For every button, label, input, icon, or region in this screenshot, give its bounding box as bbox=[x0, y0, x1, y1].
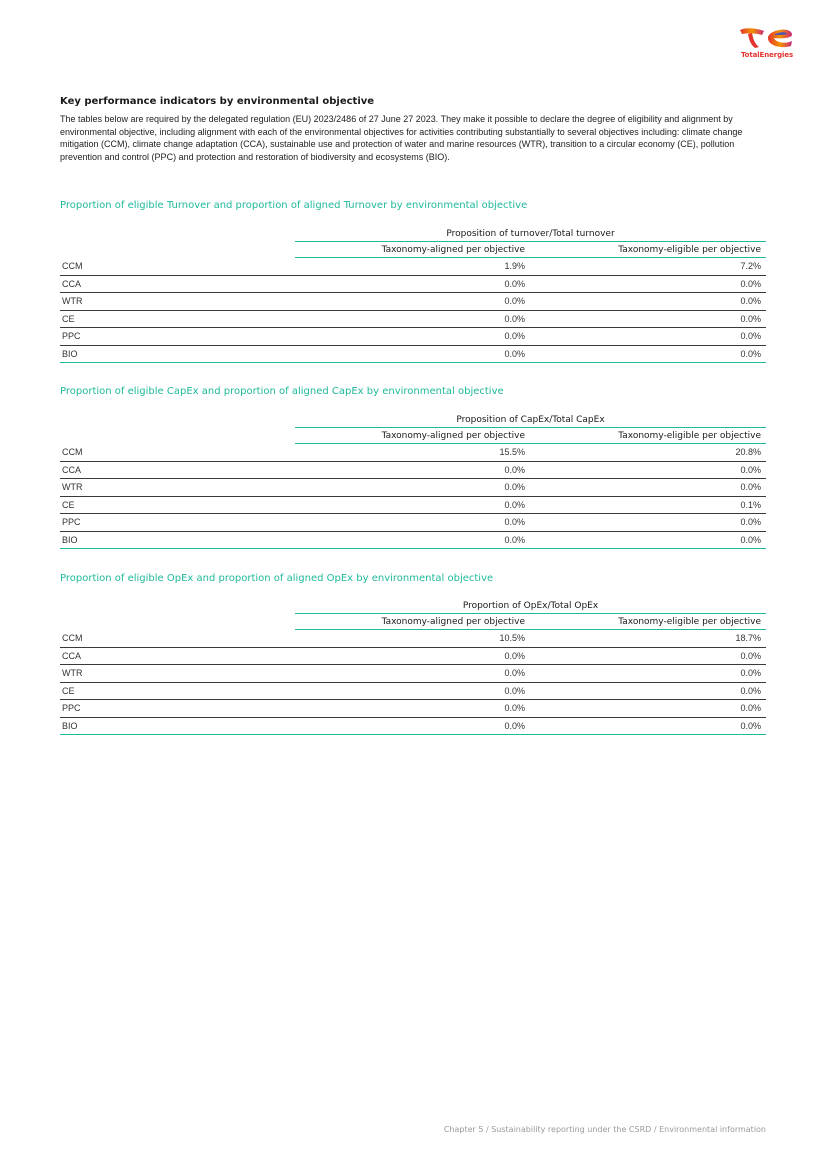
aligned-value: 10.5% bbox=[295, 630, 530, 648]
turnover-section-title: Proportion of eligible Turnover and proportion of aligned Turnover by environmental objective bbox=[60, 200, 528, 211]
column-header-aligned: Taxonomy-aligned per objective bbox=[295, 614, 530, 630]
aligned-value: 0.0% bbox=[295, 665, 530, 683]
eligible-value: 18.7% bbox=[530, 630, 766, 648]
table-row bbox=[60, 682, 766, 700]
eligible-value: 0.1% bbox=[530, 496, 766, 514]
table-row bbox=[60, 479, 766, 497]
column-header-eligible: Taxonomy-eligible per objective bbox=[530, 614, 766, 630]
intro-block bbox=[60, 96, 766, 163]
eligible-value: 0.0% bbox=[530, 328, 766, 346]
table-row bbox=[60, 647, 766, 665]
aligned-value: 15.5% bbox=[295, 444, 530, 462]
table-row bbox=[60, 328, 766, 346]
table-row bbox=[60, 496, 766, 514]
eligible-value: 0.0% bbox=[530, 275, 766, 293]
aligned-value: 0.0% bbox=[295, 293, 530, 311]
aligned-value: 0.0% bbox=[295, 496, 530, 514]
table-row bbox=[60, 514, 766, 532]
aligned-value: 0.0% bbox=[295, 479, 530, 497]
eligible-value: 0.0% bbox=[530, 345, 766, 363]
aligned-value: 0.0% bbox=[295, 310, 530, 328]
aligned-value: 0.0% bbox=[295, 700, 530, 718]
column-header-aligned: Taxonomy-aligned per objective bbox=[295, 242, 530, 258]
table-group-header: Proposition of CapEx/Total CapEx bbox=[295, 413, 766, 428]
eligible-value: 7.2% bbox=[530, 258, 766, 276]
capex-table bbox=[60, 413, 766, 549]
row-label: WTR bbox=[60, 479, 295, 497]
eligible-value: 0.0% bbox=[530, 531, 766, 549]
row-label: CE bbox=[60, 682, 295, 700]
eligible-value: 0.0% bbox=[530, 647, 766, 665]
aligned-value: 0.0% bbox=[295, 461, 530, 479]
eligible-value: 0.0% bbox=[530, 682, 766, 700]
turnover-table bbox=[60, 227, 766, 363]
table-row bbox=[60, 461, 766, 479]
aligned-value: 0.0% bbox=[295, 328, 530, 346]
row-label: PPC bbox=[60, 700, 295, 718]
page-title: Key performance indicators by environmental objective bbox=[60, 96, 375, 107]
totalenergies-logo-icon bbox=[738, 24, 796, 50]
table-row bbox=[60, 531, 766, 549]
aligned-value: 0.0% bbox=[295, 275, 530, 293]
table-row bbox=[60, 665, 766, 683]
table-row bbox=[60, 258, 766, 276]
table-row bbox=[60, 310, 766, 328]
table-group-header: Proportion of OpEx/Total OpEx bbox=[295, 599, 766, 614]
aligned-value: 0.0% bbox=[295, 717, 530, 735]
table-row bbox=[60, 345, 766, 363]
aligned-value: 0.0% bbox=[295, 647, 530, 665]
intro-paragraph: The tables below are required by the delegated regulation (EU) 2023/2486 of 27 June 27 2023. They make it possible to declare the degree of eligibility and alignment by environmental objective, including alignment with each of the environmental objectives for activities contributing substantially to several objectives including: climate change mitigation (CCM), climate change adaptation (CCA), sustainable use and protection of water and marine resources (WTR), transition to a circular economy (CE), pollution prevention and control (PPC) and protection and restoration of biodiversity and ecosystems (BIO). bbox=[60, 114, 743, 162]
table-row bbox=[60, 444, 766, 462]
row-label: CE bbox=[60, 310, 295, 328]
row-label: CCM bbox=[60, 630, 295, 648]
row-label: CCA bbox=[60, 461, 295, 479]
brand-name: TotalEnergies bbox=[740, 51, 794, 59]
column-header-eligible: Taxonomy-eligible per objective bbox=[530, 242, 766, 258]
opex-table bbox=[60, 599, 766, 735]
aligned-value: 0.0% bbox=[295, 514, 530, 532]
opex-section-title: Proportion of eligible OpEx and proportion of aligned OpEx by environmental objective bbox=[60, 573, 494, 584]
table-row bbox=[60, 275, 766, 293]
row-label: CCA bbox=[60, 275, 295, 293]
table-row bbox=[60, 717, 766, 735]
table-row bbox=[60, 293, 766, 311]
aligned-value: 0.0% bbox=[295, 531, 530, 549]
eligible-value: 0.0% bbox=[530, 310, 766, 328]
eligible-value: 0.0% bbox=[530, 717, 766, 735]
row-label: BIO bbox=[60, 345, 295, 363]
row-label: PPC bbox=[60, 514, 295, 532]
eligible-value: 0.0% bbox=[530, 665, 766, 683]
aligned-value: 0.0% bbox=[295, 345, 530, 363]
eligible-value: 0.0% bbox=[530, 461, 766, 479]
eligible-value: 20.8% bbox=[530, 444, 766, 462]
page-footer: Chapter 5 / Sustainability reporting under the CSRD / Environmental information bbox=[443, 1125, 766, 1134]
table-group-header: Proposition of turnover/Total turnover bbox=[295, 227, 766, 242]
column-header-eligible: Taxonomy-eligible per objective bbox=[530, 428, 766, 444]
row-label: CCM bbox=[60, 258, 295, 276]
capex-section-title: Proportion of eligible CapEx and proportion of aligned CapEx by environmental objective bbox=[60, 386, 504, 397]
eligible-value: 0.0% bbox=[530, 293, 766, 311]
row-label: BIO bbox=[60, 717, 295, 735]
row-label: CCM bbox=[60, 444, 295, 462]
row-label: WTR bbox=[60, 665, 295, 683]
row-label: CCA bbox=[60, 647, 295, 665]
table-row bbox=[60, 700, 766, 718]
row-label: PPC bbox=[60, 328, 295, 346]
eligible-value: 0.0% bbox=[530, 700, 766, 718]
eligible-value: 0.0% bbox=[530, 479, 766, 497]
row-label: BIO bbox=[60, 531, 295, 549]
aligned-value: 0.0% bbox=[295, 682, 530, 700]
row-label: CE bbox=[60, 496, 295, 514]
brand-logo bbox=[735, 24, 799, 59]
aligned-value: 1.9% bbox=[295, 258, 530, 276]
table-row bbox=[60, 630, 766, 648]
row-label: WTR bbox=[60, 293, 295, 311]
eligible-value: 0.0% bbox=[530, 514, 766, 532]
column-header-aligned: Taxonomy-aligned per objective bbox=[295, 428, 530, 444]
